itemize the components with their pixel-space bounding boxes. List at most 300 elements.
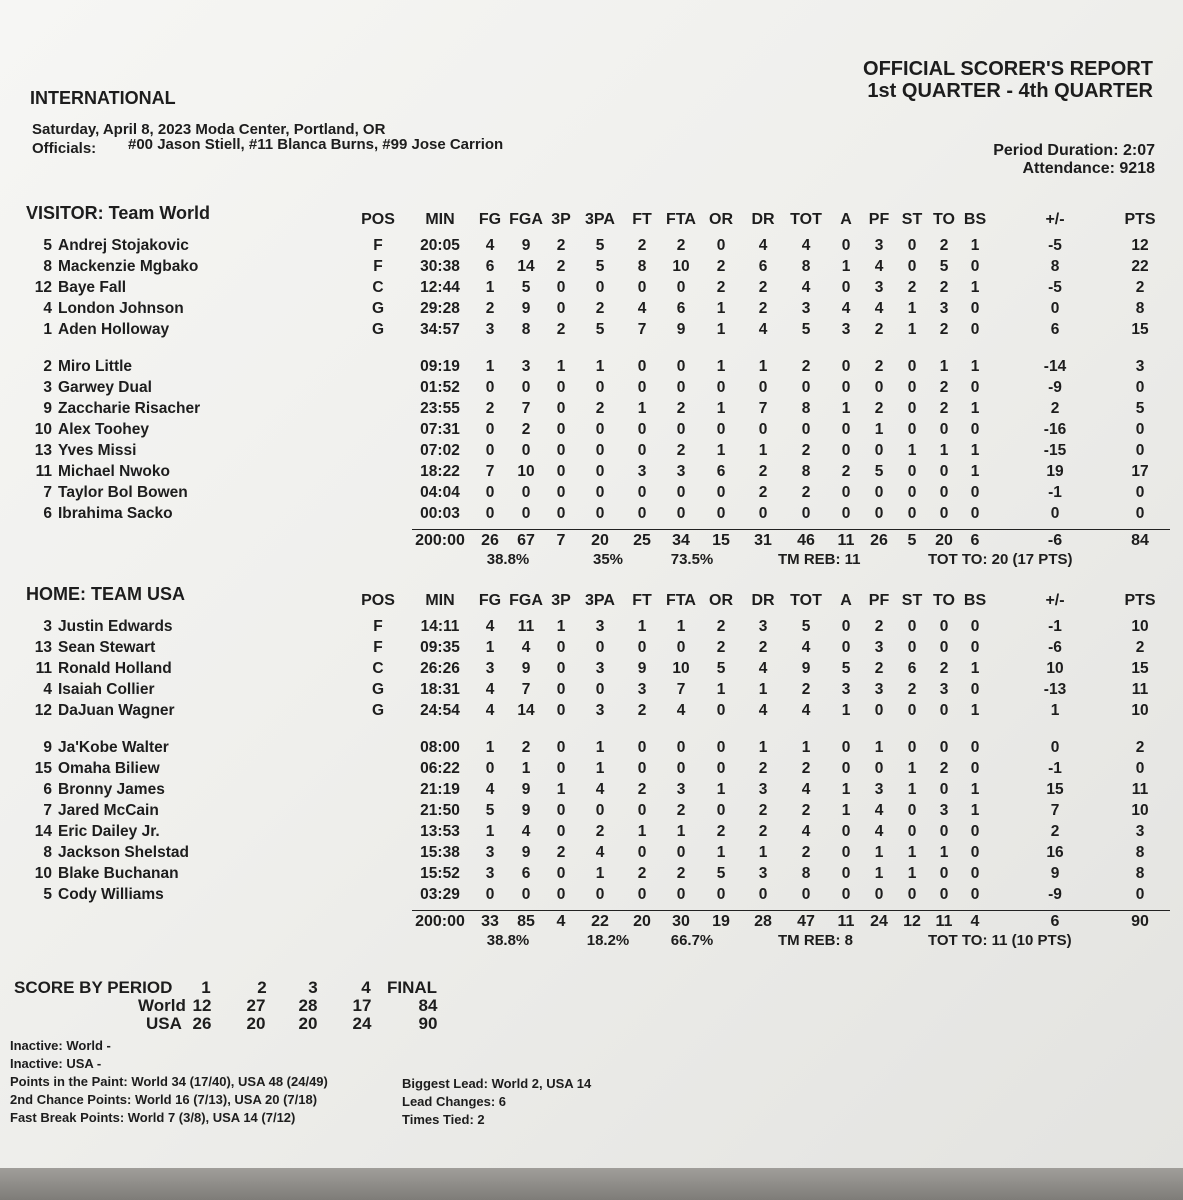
stat-fta: 0	[676, 378, 686, 396]
ft-percentage: 73.5%	[670, 551, 714, 569]
stat-3p: 0	[556, 484, 566, 502]
stat-a: 0	[841, 420, 851, 438]
player-name	[30, 300, 184, 318]
stat-to: 0	[939, 420, 949, 438]
player-name-text: Aden Holloway	[58, 321, 170, 339]
total-fta: 34	[672, 532, 690, 550]
player-name	[30, 321, 169, 339]
player-name	[30, 379, 152, 397]
second-chance-points: 2nd Chance Points: World 16 (7/13), USA 20 (7/18)	[10, 1092, 318, 1107]
stat-fga: 6	[521, 865, 531, 883]
stat-pos: F	[373, 639, 383, 657]
stat-pos: G	[371, 702, 385, 720]
points-in-paint: Points in the Paint: World 34 (17/40), USA 48 (24/49)	[10, 1074, 328, 1089]
total-min: 200:00	[415, 532, 465, 550]
ft-percentage: 66.7%	[670, 932, 714, 950]
stat-fga: 9	[521, 844, 531, 861]
three-pt-percentage: 35%	[592, 551, 624, 569]
stat-st: 1	[907, 780, 917, 798]
stat-3pa: 0	[595, 378, 605, 396]
stat-tot: 8	[801, 865, 811, 883]
stat-pos: G	[371, 300, 385, 318]
stat-dr: 1	[758, 357, 768, 375]
stat-min: 09:19	[420, 357, 460, 375]
stat-dr: 2	[758, 801, 768, 819]
stat-to: 0	[939, 639, 949, 657]
stat-st: 6	[907, 660, 917, 678]
period-team-world: World	[138, 996, 186, 1015]
stat-st: 0	[907, 399, 917, 417]
stat-a: 0	[841, 618, 851, 635]
stat-pts: 0	[1135, 505, 1145, 523]
stat-st: 2	[907, 681, 917, 699]
col-header-pts: PTS	[1124, 592, 1156, 609]
total-3p: 4	[556, 913, 566, 931]
stat-min: 24:54	[420, 702, 460, 720]
player-name-text: Zaccharie Risacher	[58, 399, 201, 417]
total-fga: 85	[517, 913, 535, 931]
total-tot: 46	[797, 532, 815, 550]
stat-min: 29:28	[420, 300, 460, 318]
stat-dr: 4	[758, 237, 768, 254]
stat-fga: 14	[517, 258, 535, 276]
stat-to: 0	[939, 886, 949, 904]
stat-st: 0	[907, 484, 917, 502]
stat-pf: 1	[874, 738, 884, 756]
stat-pts: 15	[1131, 321, 1149, 339]
stat-tot: 2	[801, 801, 811, 819]
stat-or: 6	[716, 463, 726, 480]
stat-dr: 2	[758, 822, 768, 840]
col-header-3p: 3P	[551, 211, 571, 228]
stat-pts: 3	[1135, 357, 1145, 375]
stat-fta: 1	[676, 822, 686, 840]
col-header-pos: POS	[361, 592, 395, 609]
stat-bs: 1	[970, 660, 980, 678]
player-name	[30, 442, 136, 460]
stat-fta: 0	[676, 420, 686, 438]
stat-or: 1	[716, 357, 726, 375]
team-rebounds: TM REB: 8	[778, 932, 853, 950]
stat-plus-minus: 0	[1050, 300, 1060, 318]
stat-pf: 0	[874, 886, 884, 904]
stat-bs: 0	[970, 378, 980, 396]
stat-bs: 1	[970, 463, 980, 480]
stat-ft: 2	[637, 780, 647, 798]
jersey-number: 12	[34, 279, 52, 297]
stat-plus-minus: -9	[1048, 886, 1062, 904]
stat-dr: 1	[758, 441, 768, 459]
player-row	[0, 639, 1183, 661]
col-header-tot: TOT	[790, 211, 822, 228]
stat-pf: 4	[874, 801, 884, 819]
player-name-text: DaJuan Wagner	[58, 702, 175, 720]
player-name	[30, 660, 172, 678]
stat-pts: 0	[1135, 420, 1145, 438]
stat-ft: 9	[637, 660, 647, 678]
stat-fg: 4	[485, 237, 495, 254]
stat-plus-minus: 2	[1050, 399, 1060, 417]
total-turnovers: TOT TO: 11 (10 PTS)	[928, 932, 1072, 950]
stat-ft: 0	[637, 886, 647, 904]
jersey-number: 12	[34, 702, 52, 720]
stat-or: 2	[716, 618, 726, 635]
stat-fta: 1	[676, 618, 686, 635]
stat-fta: 0	[676, 484, 686, 502]
stat-st: 0	[907, 639, 917, 657]
col-header-fga: FGA	[509, 211, 543, 228]
jersey-number: 7	[43, 801, 52, 819]
stat-bs: 1	[970, 441, 980, 459]
stat-plus-minus: -6	[1048, 639, 1062, 657]
jersey-number: 5	[43, 886, 52, 904]
stat-fg: 3	[485, 844, 495, 861]
stat-pf: 2	[874, 660, 884, 678]
stat-dr: 1	[758, 738, 768, 756]
player-row	[0, 802, 1183, 824]
stat-a: 0	[841, 357, 851, 375]
player-name	[30, 279, 126, 297]
stat-a: 0	[841, 865, 851, 883]
stat-dr: 2	[758, 279, 768, 297]
stat-tot: 0	[801, 378, 811, 396]
player-name-text: London Johnson	[58, 300, 184, 318]
stat-pts: 11	[1131, 780, 1149, 798]
stat-plus-minus: -5	[1048, 237, 1062, 254]
total-3p: 7	[556, 532, 566, 550]
total-fg: 33	[481, 913, 499, 931]
stat-or: 2	[716, 639, 726, 657]
period-score: 27	[246, 996, 266, 1015]
inactive-world: Inactive: World -	[10, 1038, 111, 1053]
stat-plus-minus: -13	[1043, 681, 1067, 699]
stat-st: 0	[907, 378, 917, 396]
col-header-or: OR	[709, 592, 733, 609]
player-name	[30, 421, 149, 439]
jersey-number: 11	[35, 660, 52, 678]
player-row	[0, 660, 1183, 682]
stat-3pa: 4	[595, 780, 605, 798]
player-name	[30, 618, 173, 636]
stat-plus-minus: 10	[1046, 660, 1064, 678]
stat-st: 0	[907, 886, 917, 904]
col-header-min: MIN	[425, 592, 455, 609]
stat-dr: 0	[758, 505, 768, 523]
col-header-pts: PTS	[1124, 211, 1156, 228]
player-name	[30, 886, 164, 904]
stat-tot: 4	[801, 822, 811, 840]
totals-rule	[412, 910, 1170, 911]
stat-to: 2	[939, 399, 949, 417]
player-name	[30, 400, 200, 418]
stat-ft: 2	[637, 702, 647, 720]
total-fta: 30	[672, 913, 690, 931]
period-team-usa: USA	[146, 1014, 182, 1033]
report-title: OFFICIAL SCORER'S REPORT	[863, 58, 1153, 80]
total-pts: 84	[1131, 532, 1149, 550]
stat-fg: 1	[485, 639, 495, 657]
stat-fga: 2	[521, 738, 531, 756]
jersey-number: 8	[43, 844, 52, 861]
col-header-pos: POS	[361, 211, 395, 228]
stat-st: 1	[907, 441, 917, 459]
stat-st: 0	[907, 618, 917, 635]
stat-tot: 1	[801, 738, 811, 756]
stat-fta: 0	[676, 279, 686, 297]
period-score: 26	[192, 1014, 212, 1033]
player-name-text: Taylor Bol Bowen	[58, 484, 188, 502]
player-name-text: Baye Fall	[58, 279, 127, 297]
stat-min: 03:29	[420, 886, 460, 904]
stat-a: 0	[841, 441, 851, 459]
stat-fta: 0	[676, 738, 686, 756]
stat-tot: 2	[801, 441, 811, 459]
fg-percentage: 38.8%	[486, 551, 530, 569]
stat-pts: 3	[1135, 822, 1145, 840]
player-row	[0, 865, 1183, 887]
stat-min: 08:00	[420, 738, 460, 756]
stat-pos: F	[373, 258, 383, 276]
jersey-number: 9	[43, 399, 52, 417]
stat-to: 3	[939, 681, 949, 699]
stat-pf: 2	[874, 357, 884, 375]
stat-pf: 3	[874, 237, 884, 254]
stat-3pa: 3	[595, 618, 605, 635]
stat-st: 0	[907, 420, 917, 438]
stat-or: 0	[716, 237, 726, 254]
stat-plus-minus: 9	[1050, 865, 1060, 883]
stat-pf: 4	[874, 822, 884, 840]
player-name	[30, 505, 173, 523]
stat-tot: 0	[801, 886, 811, 904]
stat-tot: 2	[801, 844, 811, 861]
stat-fga: 2	[521, 420, 531, 438]
stat-3p: 0	[556, 801, 566, 819]
stat-pf: 1	[874, 420, 884, 438]
stat-fga: 7	[521, 399, 531, 417]
stat-3p: 0	[556, 463, 566, 480]
stat-ft: 0	[637, 639, 647, 657]
stat-to: 3	[939, 300, 949, 318]
stat-pts: 8	[1135, 844, 1145, 861]
stat-fta: 0	[676, 886, 686, 904]
stat-bs: 0	[970, 844, 980, 861]
stat-fg: 4	[485, 780, 495, 798]
stat-fta: 0	[676, 357, 686, 375]
stat-plus-minus: 0	[1050, 505, 1060, 523]
stat-to: 2	[939, 660, 949, 678]
stat-3pa: 0	[595, 681, 605, 699]
stat-ft: 7	[637, 321, 647, 339]
stat-fg: 1	[485, 822, 495, 840]
stat-pf: 0	[874, 378, 884, 396]
stat-ft: 1	[637, 822, 647, 840]
stat-pf: 1	[874, 865, 884, 883]
col-header-tot: TOT	[790, 592, 822, 609]
stat-tot: 0	[801, 505, 811, 523]
stat-fga: 14	[517, 702, 535, 720]
stat-bs: 0	[970, 484, 980, 502]
totals-rule	[412, 529, 1170, 530]
col-header-or: OR	[709, 211, 733, 228]
total-fg: 26	[481, 532, 499, 550]
stat-a: 3	[841, 321, 851, 339]
stat-pf: 3	[874, 279, 884, 297]
player-name	[30, 358, 132, 376]
stat-fga: 9	[521, 801, 531, 819]
stat-to: 0	[939, 865, 949, 883]
player-name	[30, 681, 154, 699]
stat-dr: 2	[758, 300, 768, 318]
stat-dr: 4	[758, 660, 768, 678]
stat-pos: F	[373, 237, 383, 254]
stat-ft: 1	[637, 399, 647, 417]
stat-st: 0	[907, 702, 917, 720]
player-name-text: Yves Missi	[58, 441, 137, 459]
stat-bs: 1	[970, 279, 980, 297]
stat-pts: 10	[1131, 702, 1149, 720]
stat-plus-minus: 2	[1050, 822, 1060, 840]
stat-st: 1	[907, 300, 917, 318]
stat-to: 0	[939, 484, 949, 502]
stat-fg: 0	[485, 759, 495, 777]
stat-pf: 0	[874, 702, 884, 720]
stat-or: 0	[716, 759, 726, 777]
stat-pts: 0	[1135, 441, 1145, 459]
stat-dr: 2	[758, 463, 768, 480]
stat-fg: 1	[485, 738, 495, 756]
player-name-text: Miro Little	[58, 357, 133, 375]
col-header-3pa: 3PA	[585, 211, 615, 228]
score-by-period-label: SCORE BY PERIOD	[14, 978, 173, 997]
total-pf: 26	[870, 532, 888, 550]
report-period-range: 1st QUARTER - 4th QUARTER	[867, 80, 1153, 102]
stat-3pa: 2	[595, 399, 605, 417]
stat-pf: 0	[874, 441, 884, 459]
stat-fg: 1	[485, 357, 495, 375]
stat-3p: 0	[556, 660, 566, 678]
stat-st: 0	[907, 801, 917, 819]
stat-pts: 0	[1135, 759, 1145, 777]
player-row	[0, 781, 1183, 803]
jersey-number: 9	[43, 738, 52, 756]
stat-or: 0	[716, 738, 726, 756]
player-name	[30, 760, 160, 778]
fg-percentage: 38.8%	[486, 932, 530, 950]
stat-a: 0	[841, 639, 851, 657]
stat-to: 5	[939, 258, 949, 276]
stat-pts: 0	[1135, 378, 1145, 396]
stat-to: 2	[939, 321, 949, 339]
stat-3pa: 0	[595, 484, 605, 502]
stat-bs: 1	[970, 702, 980, 720]
stat-fta: 0	[676, 639, 686, 657]
player-name	[30, 258, 198, 276]
stat-pts: 5	[1135, 399, 1145, 417]
stat-fg: 0	[485, 378, 495, 396]
stat-pf: 2	[874, 321, 884, 339]
col-header-pf: PF	[868, 211, 890, 228]
stat-to: 0	[939, 463, 949, 480]
stat-pts: 11	[1131, 681, 1149, 699]
stat-fga: 7	[521, 681, 531, 699]
stat-plus-minus: -1	[1048, 618, 1062, 635]
col-header-bs: BS	[963, 211, 987, 228]
total-st: 5	[907, 532, 917, 550]
stat-fga: 8	[521, 321, 531, 339]
player-name-text: Andrej Stojakovic	[58, 237, 189, 254]
stat-or: 2	[716, 279, 726, 297]
player-row	[0, 258, 1183, 280]
stat-3p: 1	[556, 780, 566, 798]
stat-pos: C	[372, 279, 384, 297]
stat-min: 15:52	[420, 865, 460, 883]
stat-pts: 2	[1135, 279, 1145, 297]
stat-plus-minus: 7	[1050, 801, 1060, 819]
stat-plus-minus: -16	[1043, 420, 1067, 438]
stat-fta: 10	[672, 258, 690, 276]
jersey-number: 3	[43, 618, 52, 635]
stat-to: 0	[939, 780, 949, 798]
stat-bs: 1	[970, 399, 980, 417]
stat-st: 1	[907, 321, 917, 339]
col-header-fta: FTA	[666, 592, 696, 609]
stat-dr: 3	[758, 865, 768, 883]
stat-plus-minus: 8	[1050, 258, 1060, 276]
stat-to: 1	[939, 844, 949, 861]
stat-pf: 2	[874, 618, 884, 635]
player-name-text: Ibrahima Sacko	[58, 505, 173, 523]
col-header-3p: 3P	[551, 592, 571, 609]
stat-3pa: 0	[595, 441, 605, 459]
stat-plus-minus: 15	[1046, 780, 1064, 798]
stat-3p: 0	[556, 865, 566, 883]
stat-pts: 0	[1135, 886, 1145, 904]
stat-3pa: 0	[595, 886, 605, 904]
stat-fg: 4	[485, 702, 495, 720]
stat-fg: 4	[485, 618, 495, 635]
stat-to: 2	[939, 237, 949, 254]
stat-ft: 0	[637, 378, 647, 396]
stat-min: 07:31	[420, 420, 460, 438]
stat-3pa: 1	[595, 759, 605, 777]
stat-pos: G	[371, 681, 385, 699]
stat-3pa: 4	[595, 844, 605, 861]
stat-ft: 0	[637, 505, 647, 523]
total-turnovers: TOT TO: 20 (17 PTS)	[928, 551, 1073, 569]
jersey-number: 13	[34, 639, 52, 657]
stat-a: 0	[841, 844, 851, 861]
player-name	[30, 802, 159, 820]
total-or: 19	[712, 913, 730, 931]
stat-3p: 2	[556, 844, 566, 861]
total-plus-minus: 6	[1050, 913, 1060, 931]
stat-fga: 0	[521, 484, 531, 502]
final-header: FINAL	[386, 978, 438, 997]
player-name-text: Blake Buchanan	[58, 865, 179, 883]
stat-pf: 5	[874, 463, 884, 480]
stat-fg: 3	[485, 321, 495, 339]
stat-bs: 0	[970, 420, 980, 438]
stat-plus-minus: 6	[1050, 321, 1060, 339]
total-tot: 47	[797, 913, 815, 931]
period-header-2: 2	[257, 978, 267, 997]
stat-3p: 0	[556, 886, 566, 904]
stat-fga: 3	[521, 357, 531, 375]
stat-dr: 1	[758, 844, 768, 861]
total-dr: 31	[754, 532, 772, 550]
player-row	[0, 505, 1183, 527]
